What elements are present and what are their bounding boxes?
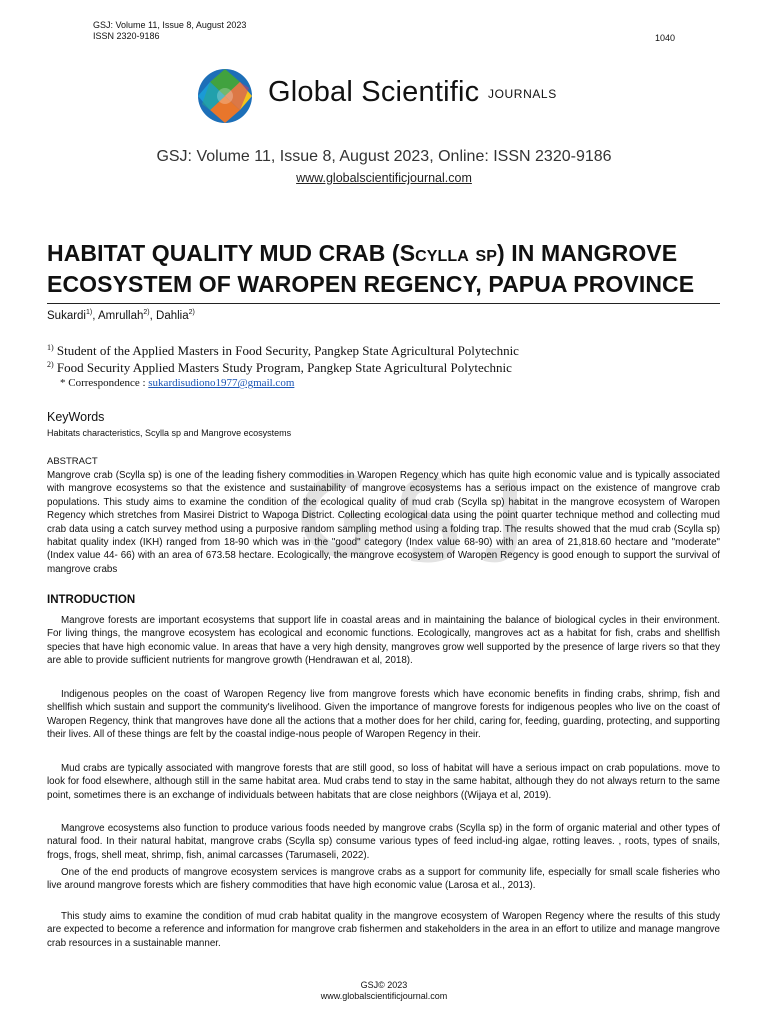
author-list xyxy=(47,309,195,322)
logo-wordmark: Global Scientific xyxy=(268,76,480,108)
affiliation-text: Food Security Applied Masters Study Program, Pangkep State Agricultural Polytechnic xyxy=(56,360,512,375)
keywords-heading: KeyWords xyxy=(47,410,105,424)
footer-copyright: GSJ© 2023 xyxy=(360,980,408,990)
intro-paragraph: This study aims to examine the condition of mud crab habitat quality in the mangrove ecosystem of Waropen Regency where the results of this study are expected to become a reference and information for mangrove crab fishermen and stakeholders in the area in an effort to utilize and manage mangrove crab resources in a sustainable manner. xyxy=(47,911,720,949)
author-separator: , xyxy=(92,309,98,322)
title-part-2: ) IN MANGROVE ECOSYSTEM OF WAROPEN REGENCY, PAPUA PROVINCE xyxy=(47,240,695,297)
affiliation-mark: 1) xyxy=(47,343,54,352)
introduction-heading: INTRODUCTION xyxy=(47,594,136,606)
journal-issue-text: GSJ: Volume 11, Issue 8, August 2023 xyxy=(93,20,247,30)
title-part-1: HABITAT QUALITY MUD CRAB ( xyxy=(47,240,400,266)
globe-logo-icon xyxy=(192,68,258,124)
intro-paragraph: Indigenous peoples on the coast of Waropen Regency live from mangrove forests which have economic benefits in finding crabs, shrimp, fish and shellfish which sustain and support the community's livelihood. Given the importance of mangrove forests for indigenous peoples who live on the coast of Waropen Regency, think that mangroves have done all the actions that a mother does for her child, caring for, feeding, guarding, protecting, and supporting their lives. All of these things are felt by the coastal indige-nous people of Waropen Regency in their. xyxy=(47,689,720,741)
correspondence-label: * Correspondence : xyxy=(60,377,149,389)
intro-paragraph: Mangrove forests are important ecosystems that support life in coastal areas and in maintaining the balance of biological cycles in their environment. For living things, the mangrove ecosystem has ecological and economic functions. Ecologically, mangroves act as a habitat for fish, crabs and shellfish species that have high economic value. In areas that have a very high density, mangroves grow well supported by the presence of large rivers so that they are able to provide sufficient nutrients for mangrove growth (Hendrawan et al, 2018). xyxy=(47,615,720,667)
title-divider xyxy=(47,303,720,304)
title-species: Scylla sp xyxy=(399,240,497,266)
author-name: Dahlia xyxy=(156,309,189,322)
journal-logo xyxy=(192,68,592,124)
abstract-text: Mangrove crab (Scylla sp) is one of the leading fishery commodities in Waropen Regency which has quite high economic value and is typically associated with mangrove ecosystems so that the existence and sustainability of mangrove ecosystems has a serious impact on the existence of mangrove crab populations. This study aims to examine the condition of the ecological quality of mud crab (Scylla sp) habitat in the mangrove ecosystem of Waropen Regency which stretches from Masirei District to Wapoga District. Collecting ecological data using the point quarter technique method and collecting mud crab data using a catch survey method using a purposive random sampling method using a folding trap. The results showed that the mud crab (Scylla sp) habitat quality index (IKH) ranged from 18-90 which was in the "good" category (Index value 68-90) with an area of 21,818.60 hectare and "moderate" (Index value 44- 66) with an area of 673.58 hectare. Ecologically, the mangrove ecosystem of Waropen Regency is good enough to support the survival of mangrove crabs xyxy=(47,470,720,575)
page-number: 1040 xyxy=(654,33,675,43)
correspondence xyxy=(60,377,294,389)
author-separator: , xyxy=(149,309,157,322)
intro-paragraph: Mud crabs are typically associated with mangrove forests that are still good, so loss of habitat will have a serious impact on crab populations. move to look for food elsewhere, although still in the same habitat area. Mud crabs tend to stay in the same habitat, although they do not always return to the same point, sometimes there is an exchange of individuals between habitats that are close neighbors ((Wijaya et al, 2019). xyxy=(47,763,720,801)
author-mark: 2) xyxy=(188,309,195,316)
author-name: Amrullah xyxy=(98,309,144,322)
correspondence-email-link[interactable]: sukardisudiono1977@gmail.com xyxy=(148,377,295,389)
affiliation-mark: 2) xyxy=(47,360,54,369)
affiliation-2 xyxy=(47,360,512,376)
logo-journals-text: JOURNALS xyxy=(488,87,557,101)
intro-paragraph: Mangrove ecosystems also function to produce various foods needed by mangrove crabs (Scylla sp) in the form of organic material and other types of natural food. In their natural habitat, mangrove crabs (Scylla sp) consume various types of feed includ-ing algae, rotting leaves. , roots, types of snails, frogs, frogs, shell meat, shrimp, fish, animal carcasses (Tarumaseli, 2022). xyxy=(47,823,720,861)
paper-title xyxy=(47,238,727,300)
journal-line: GSJ: Volume 11, Issue 8, August 2023, Online: ISSN 2320-9186 xyxy=(156,148,612,165)
author-mark: 2) xyxy=(143,309,150,316)
journal-url-link[interactable]: www.globalscientificjournal.com xyxy=(296,171,472,185)
affiliation-text: Student of the Applied Masters in Food Security, Pangkep State Agricultural Polytechnic xyxy=(56,343,519,358)
author-mark: 1) xyxy=(86,309,93,316)
abstract-heading: ABSTRACT xyxy=(47,456,98,467)
running-header xyxy=(93,20,246,42)
footer-url: www.globalscientificjournal.com xyxy=(320,991,448,1001)
author-name: Sukardi xyxy=(47,309,86,322)
affiliation-1 xyxy=(47,343,519,359)
intro-paragraph: One of the end products of mangrove ecosystem services is mangrove crabs as a support for community life, especially for small scale fisheries who live around mangrove forests which are fishery commodities that have high economic value (Larosa et al., 2013). xyxy=(47,867,720,892)
keywords-text: Habitats characteristics, Scylla sp and Mangrove ecosystems xyxy=(47,428,292,438)
issn-text: ISSN 2320-9186 xyxy=(93,31,160,41)
